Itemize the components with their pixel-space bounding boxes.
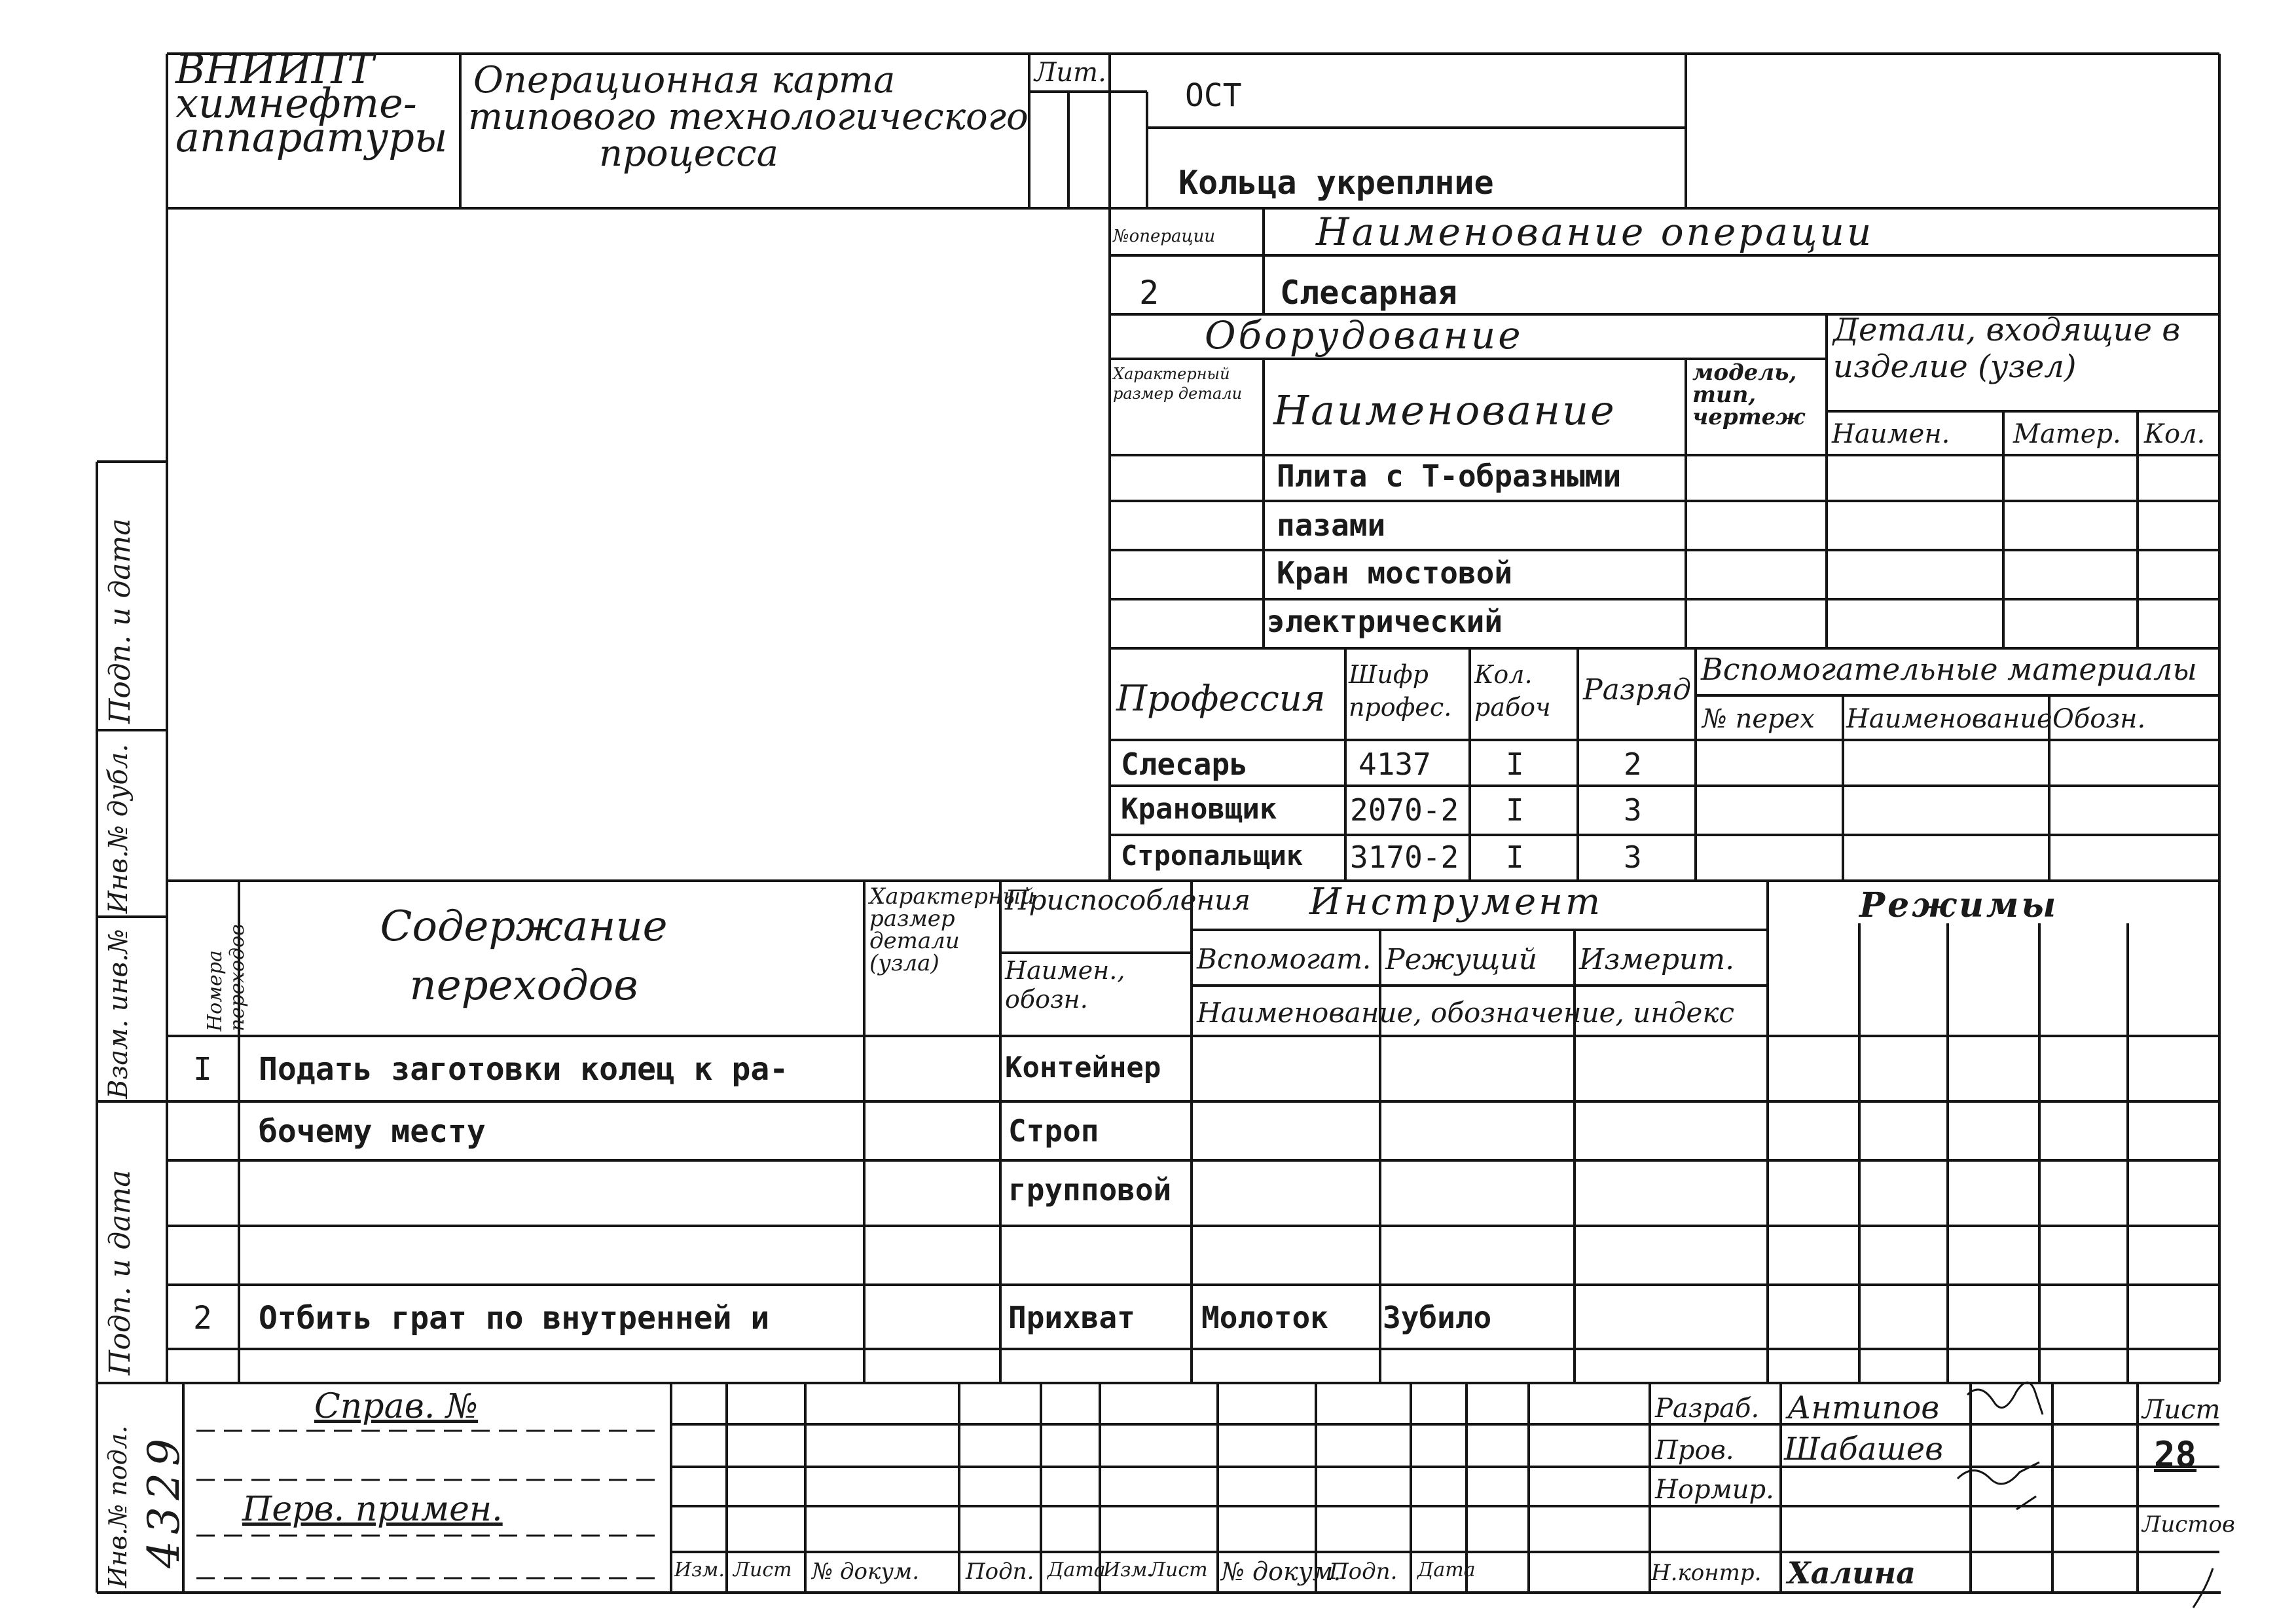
step-number-label: Номера переходов bbox=[204, 924, 249, 1031]
equipment-name-label: Наименование bbox=[1273, 386, 1616, 434]
step-number: I bbox=[193, 1051, 212, 1088]
operation-name: Слесарная bbox=[1280, 274, 1457, 312]
ost-label: ОСТ bbox=[1185, 77, 1242, 114]
tool-aux-label: Вспомогат. bbox=[1197, 943, 1372, 975]
step-content: Подать заготовки колец к ра- bbox=[259, 1051, 789, 1088]
aux-materials-title: Вспомогательные материалы bbox=[1701, 652, 2197, 687]
equipment-model-label: модель, тип, чертеж bbox=[1692, 360, 1805, 430]
fixture-label: Приспособления bbox=[1005, 884, 1250, 916]
margin-label: Взам. инв.№ bbox=[103, 929, 134, 1099]
worker-profession: Слесарь bbox=[1121, 747, 1248, 782]
sprav-label: Справ. № bbox=[314, 1387, 479, 1426]
equipment-item: пазами bbox=[1277, 507, 1386, 543]
step-fixture: Прихват bbox=[1008, 1300, 1135, 1335]
sheet-number: 28 bbox=[2154, 1434, 2197, 1475]
margin-label: Инв.№ дубл. bbox=[103, 744, 134, 913]
footer-col-list: Лист bbox=[733, 1559, 792, 1581]
step-content: бочему месту bbox=[259, 1113, 486, 1150]
checker-name: Шабашев bbox=[1784, 1431, 1944, 1467]
tool-meas-label: Измерит. bbox=[1579, 943, 1735, 976]
equipment-item: Кран мостовой bbox=[1277, 555, 1513, 591]
footer-col-date-2: Дата bbox=[1417, 1559, 1476, 1581]
parts-title: Детали, входящие в изделие (узел) bbox=[1833, 312, 2181, 385]
title-line-2: типового технологического bbox=[468, 96, 1029, 138]
developer-name: Антипов bbox=[1787, 1390, 1940, 1426]
worker-count: I bbox=[1506, 747, 1524, 782]
sheets-label: Листов bbox=[2142, 1511, 2235, 1538]
worker-code: 2070-2 bbox=[1350, 792, 1459, 828]
title-line-1: Операционная карта bbox=[473, 59, 896, 101]
margin-label: Инв.№ подл. bbox=[103, 1425, 132, 1588]
footer-col-sign: Подп. bbox=[966, 1559, 1034, 1585]
role-checker: Пров. bbox=[1655, 1435, 1734, 1466]
worker-grade: 3 bbox=[1624, 840, 1642, 875]
step-content-label: Содержание переходов bbox=[380, 902, 668, 1010]
worker-grade: 3 bbox=[1624, 792, 1642, 828]
org-line-1: ВНИИПТ bbox=[175, 45, 374, 93]
worker-count: I bbox=[1506, 840, 1524, 875]
step-fixture: Строп bbox=[1008, 1113, 1099, 1149]
sheet-label: Лист bbox=[2142, 1395, 2221, 1425]
tool-cut-label: Режущий bbox=[1385, 943, 1537, 976]
parts-name-label: Наимен. bbox=[1832, 419, 1950, 449]
tool-label: Инструмент bbox=[1309, 881, 1603, 923]
step-tool-aux: Молоток bbox=[1201, 1300, 1328, 1335]
step-fixture: Контейнер bbox=[1005, 1051, 1161, 1084]
worker-grade: 2 bbox=[1624, 747, 1642, 782]
parts-material-label: Матер. bbox=[2013, 419, 2121, 449]
perv-primen-label: Перв. примен. bbox=[242, 1490, 503, 1529]
role-developer: Разраб. bbox=[1655, 1393, 1760, 1424]
worker-count-label: Кол. рабоч bbox=[1474, 660, 1551, 722]
equipment-item: Плита с Т-образными bbox=[1277, 458, 1622, 494]
footer-col-izm: Изм. bbox=[674, 1559, 725, 1581]
lit-label: Лит. bbox=[1034, 58, 1106, 88]
step-fixture: групповой bbox=[1008, 1172, 1172, 1208]
role-normcontrol: Нормир. bbox=[1655, 1475, 1774, 1505]
org-line-3: аппаратуры bbox=[175, 113, 448, 161]
aux-name-label: Наименование bbox=[1846, 704, 2052, 734]
worker-count: I bbox=[1506, 792, 1524, 828]
modes-label: Режимы bbox=[1859, 885, 2059, 925]
profession-code-label: Шифр профес. bbox=[1349, 660, 1452, 722]
operation-number-label: №операции bbox=[1113, 227, 1216, 246]
role-nkontr: Н.контр. bbox=[1651, 1560, 1762, 1586]
org-name bbox=[175, 45, 448, 161]
aux-step-label: № перех bbox=[1702, 704, 1815, 734]
title-line-3: процесса bbox=[599, 132, 778, 175]
equipment-title: Оборудование bbox=[1205, 313, 1523, 358]
worker-code: 4137 bbox=[1358, 747, 1431, 782]
operation-name-label: Наименование операции bbox=[1316, 210, 1874, 254]
step-number: 2 bbox=[193, 1300, 212, 1337]
nkontr-name: Халина bbox=[1787, 1555, 1916, 1591]
part-name: Кольца укреплние bbox=[1178, 164, 1494, 202]
profession-label: Профессия bbox=[1116, 678, 1326, 719]
equipment-item: электрический bbox=[1267, 604, 1503, 639]
operation-number: 2 bbox=[1139, 274, 1159, 312]
footer-col-doc: № докум. bbox=[812, 1559, 920, 1585]
worker-profession: Стропальщик bbox=[1121, 840, 1303, 872]
footer-col-date: Дата bbox=[1048, 1559, 1106, 1581]
footer-col-doc-2: № докум. bbox=[1221, 1557, 1341, 1586]
margin-label: Подп. и дата bbox=[103, 1170, 137, 1375]
inventory-number: 4329 bbox=[139, 1432, 189, 1568]
fixture-sub-label: Наимен., обозн. bbox=[1005, 956, 1125, 1014]
footer-col-sign-2: Подп. bbox=[1329, 1559, 1398, 1585]
step-tool-cut: Зубило bbox=[1383, 1300, 1492, 1335]
parts-qty-label: Кол. bbox=[2144, 419, 2206, 449]
step-size-label: Характерный размер детали (узла) bbox=[869, 883, 1035, 976]
worker-code: 3170-2 bbox=[1350, 840, 1459, 875]
margin-label: Подп. и дата bbox=[103, 518, 137, 724]
tool-sub-label: Наименование, обозначение, индекс bbox=[1197, 997, 1734, 1029]
aux-code-label: Обозн. bbox=[2052, 704, 2146, 734]
document-title bbox=[468, 59, 1029, 175]
equipment-size-label: Характерный размер детали bbox=[1113, 365, 1243, 403]
step-content: Отбить грат по внутренней и bbox=[259, 1300, 770, 1337]
grade-label: Разряд bbox=[1583, 673, 1692, 707]
worker-profession: Крановщик bbox=[1121, 792, 1277, 826]
footer-col-izm-2: Изм. bbox=[1103, 1559, 1154, 1581]
footer-col-list-2: Лист bbox=[1149, 1559, 1208, 1581]
org-line-2: химнефте- bbox=[175, 79, 417, 127]
